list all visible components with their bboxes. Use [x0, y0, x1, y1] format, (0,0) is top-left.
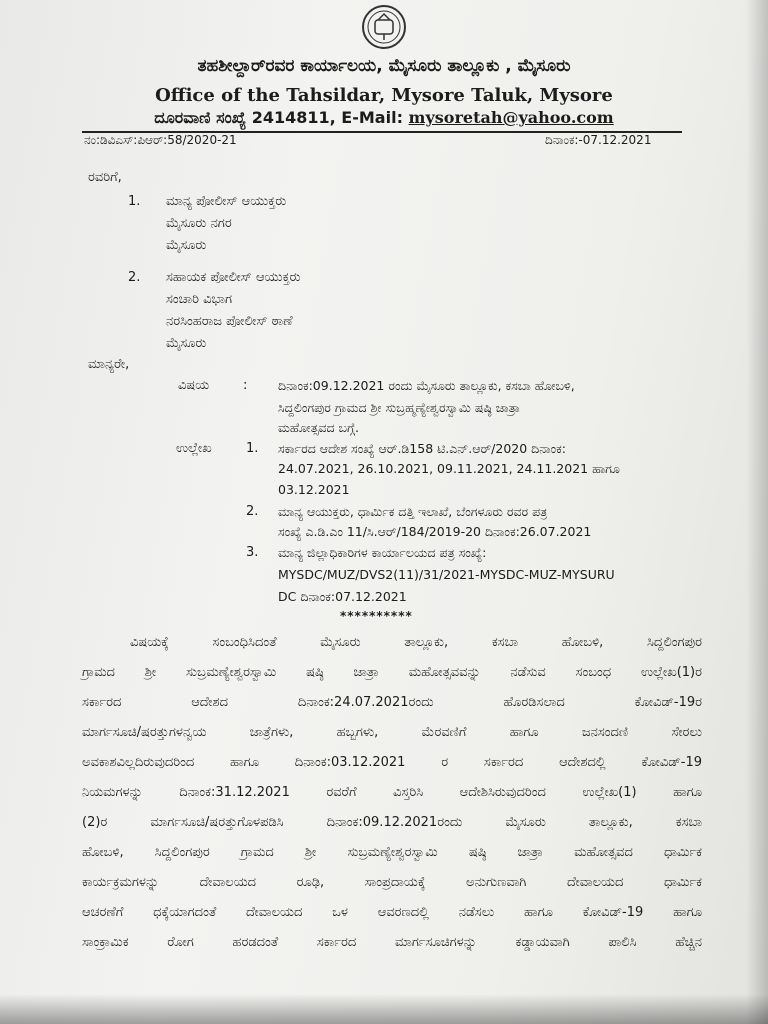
karnataka-emblem-icon: [361, 4, 407, 50]
body-line: ಸಾಂಕ್ರಾಮಿಕ ರೋಗ ಹರಡದಂತೆ ಸರ್ಕಾರದ ಮಾರ್ಗಸೂಚಿಗಳನ್ನು ಕಡ್ಡಾಯವಾಗಿ ಪಾಲಿಸಿ ಹೆಚ್ಚಿನ: [82, 935, 702, 950]
body-line: ಆಚರಣೆಗೆ ಧಕ್ಕೆಯಾಗದಂತೆ ದೇವಾಲಯದ ಒಳ ಆವರಣದಲ್ಲಿ ನಡೆಸಲು ಹಾಗೂ ಕೋವಿಡ್-19 ಹಾಗೂ: [82, 905, 702, 920]
recipient-line: ಸಂಚಾರಿ ವಿಭಾಗ: [166, 292, 233, 307]
reference-line: ಮಾನ್ಯ ಜಿಲ್ಲಾಧಿಕಾರಿಗಳ ಕಾರ್ಯಾಲಯದ ಪತ್ರ ಸಂಖ್ಯೆ:: [278, 545, 487, 560]
body-line: (2)ರ ಮಾರ್ಗಸೂಚಿ/ಷರತ್ತುಗೊಳಪಡಿಸಿ ದಿನಾಂಕ:09.12.2021ರಂದು ಮೈಸೂರು ತಾಲ್ಲೂಕು, ಕಸಬಾ: [82, 815, 702, 830]
reference-line: MYSDC/MUZ/DVS2(11)/31/2021-MYSDC-MUZ-MYSURU: [278, 567, 615, 582]
page-shadow: [746, 0, 768, 1024]
body-line: ವಿಷಯಕ್ಕೆ ಸಂಬಂಧಿಸಿದಂತೆ ಮೈಸೂರು ತಾಲ್ಲೂಕು, ಕಸಬಾ ಹೋಬಳಿ, ಸಿದ್ದಲಿಂಗಪುರ: [130, 635, 702, 650]
reference-line: 03.12.2021: [278, 482, 350, 497]
body-line: ಅವಕಾಶವಿಲ್ಲದಿರುವುದರಿಂದ ಹಾಗೂ ದಿನಾಂಕ:03.12.2021 ರ ಸರ್ಕಾರದ ಆದೇಶದಲ್ಲಿ ಕೋವಿಡ್-19: [82, 755, 702, 770]
office-title-kannada: ತಹಶೀಲ್ದಾರ್‌ರವರ ಕಾರ್ಯಾಲಯ, ಮೈಸೂರು ತಾಲ್ಲೂಕು , ಮೈಸೂರು: [197, 56, 571, 76]
reference-number: 3.: [246, 545, 259, 560]
subject-line: ದಿನಾಂಕ:09.12.2021 ರಂದು ಮೈಸೂರು ತಾಲ್ಲೂಕು, ಕಸಬಾ ಹೋಬಳಿ,: [278, 378, 575, 393]
reference-line: 24.07.2021, 26.10.2021, 09.11.2021, 24.11.2021 ಹಾಗೂ: [278, 461, 620, 476]
subject-line: ಸಿದ್ದಲಿಂಗಪುರ ಗ್ರಾಮದ ಶ್ರೀ ಸುಬ್ರಹ್ಮಣ್ಯೇಶ್ವರಸ್ವಾಮಿ ಷಷ್ಠಿ ಜಾತ್ರಾ: [278, 400, 521, 415]
letter-date: ದಿನಾಂಕ:-07.12.2021: [545, 133, 652, 147]
office-title-english: Office of the Tahsildar, Mysore Taluk, Mysore: [155, 85, 613, 106]
recipient-line: ಮೈಸೂರು ನಗರ: [166, 216, 232, 231]
body-line: ಹೋಬಳಿ, ಸಿದ್ದಲಿಂಗಪುರ ಗ್ರಾಮದ ಶ್ರೀ ಸುಬ್ರಮಣ್ಯೇಶ್ವರಸ್ವಾಮಿ ಷಷ್ಠಿ ಜಾತ್ರಾ ಮಹೋತ್ಸವದ ಧಾರ್ಮಿಕ: [82, 845, 702, 860]
body-line: ಸರ್ಕಾರದ ಆದೇಶದ ದಿನಾಂಕ:24.07.2021ರಂದು ಹೊರಡಿಸಲಾದ ಕೋವಿಡ್-19ರ: [82, 695, 702, 710]
recipient-line: ಸಹಾಯಕ ಪೋಲೀಸ್ ಆಯುಕ್ತರು: [166, 270, 301, 285]
subject-colon: :: [243, 378, 248, 393]
body-line: ಕಾರ್ಯಕ್ರಮಗಳನ್ನು ದೇವಾಲಯದ ರೂಢಿ, ಸಾಂಪ್ರದಾಯಕ್ಕೆ ಅನುಗುಣವಾಗಿ ದೇವಾಲಯದ ಧಾರ್ಮಿಕ: [82, 875, 702, 890]
separator-stars: **********: [340, 609, 413, 623]
reference-number: 1.: [246, 441, 259, 456]
recipient-number: 2.: [128, 270, 141, 285]
body-line: ಗ್ರಾಮದ ಶ್ರೀ ಸುಬ್ರಮಣ್ಯೇಶ್ವರಸ್ವಾಮಿ ಷಷ್ಠಿ ಜಾತ್ರಾ ಮಹೋತ್ಸವವನ್ನು ನಡೆಸುವ ಸಂಬಂಧ ಉಲ್ಲೇಖ(1)ರ: [82, 665, 702, 680]
body-line: ನಿಯಮಗಳನ್ನು ದಿನಾಂಕ:31.12.2021 ರವರೆಗೆ ವಿಸ್ತರಿಸಿ ಆದೇಶಿಸಿರುವುದರಿಂದ ಉಲ್ಲೇಖ(1) ಹಾಗೂ: [82, 785, 702, 800]
references-label: ಉಲ್ಲೇಖ: [176, 441, 212, 456]
email-link[interactable]: mysoretah@yahoo.com: [408, 108, 614, 127]
reference-line: ಸರ್ಕಾರದ ಆದೇಶ ಸಂಖ್ಯೆ ಆರ್.ಡಿ158 ಟಿ.ಎನ್.ಆರ್/2020 ದಿನಾಂಕ:: [278, 441, 566, 456]
body-line: ಮಾರ್ಗಸೂಚಿ/ಷರತ್ತುಗಳನ್ವಯ ಜಾತ್ರೆಗಳು, ಹಬ್ಬಗಳು, ಮೆರವಣಿಗೆ ಹಾಗೂ ಜನಸಂದಣಿ ಸೇರಲು: [82, 725, 702, 740]
reference-number: 2.: [246, 504, 259, 519]
reference-number: ನಂ:ಡಿವಿಎಸ್:ಪಿಆರ್:58/2020-21: [84, 133, 237, 147]
recipient-line: ನರಸಿಂಹರಾಜ ಪೋಲೀಸ್ ಠಾಣೆ: [166, 314, 293, 329]
to-label: ರವರಿಗೆ,: [88, 170, 122, 185]
page-bottom-shadow: [0, 994, 768, 1024]
reference-line: ಮಾನ್ಯ ಆಯುಕ್ತರು, ಧಾರ್ಮಿಕ ದತ್ತಿ ಇಲಾಖೆ, ಬೆಂಗಳೂರು ರವರ ಪತ್ರ: [278, 504, 548, 519]
recipient-line: ಮಾನ್ಯ ಪೋಲೀಸ್ ಆಯುಕ್ತರು: [166, 194, 287, 209]
subject-label: ವಿಷಯ: [178, 378, 210, 393]
recipient-line: ಮೈಸೂರು: [166, 336, 207, 351]
recipient-number: 1.: [128, 194, 141, 209]
reference-line: DC ದಿನಾಂಕ:07.12.2021: [278, 589, 407, 604]
phone-text: ದೂರವಾಣಿ ಸಂಖ್ಯೆ 2414811, E-Mail:: [154, 108, 409, 127]
salutation: ಮಾನ್ಯರೇ,: [88, 357, 130, 372]
reference-line: ಸಂಖ್ಯೆ ಎ.ಡಿ.ಎಂ 11/ಸಿ.ಆರ್/184/2019-20 ದಿನಾಂಕ:26.07.2021: [278, 524, 592, 539]
subject-line: ಮಹೋತ್ಸವದ ಬಗ್ಗೆ.: [278, 420, 359, 435]
recipient-line: ಮೈಸೂರು: [166, 238, 207, 253]
contact-line: [0, 108, 768, 128]
